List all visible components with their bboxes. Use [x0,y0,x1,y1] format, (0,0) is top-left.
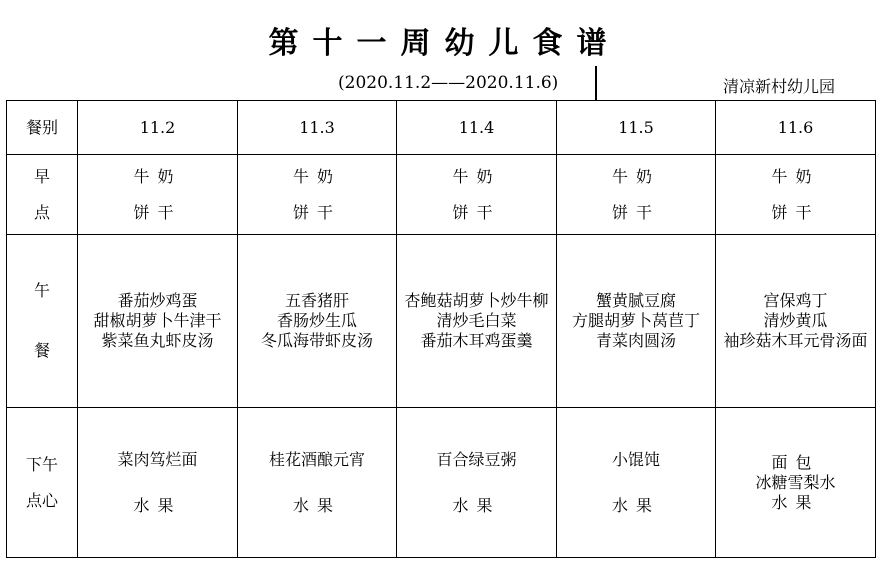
menu-item: 面包 [771,452,820,472]
menu-cell [557,408,716,558]
menu-item: 饼干 [771,202,820,222]
table-row [7,408,876,558]
menu-item: 方腿胡萝卜莴苣丁 [571,311,700,330]
menu-cell [397,235,557,408]
menu-item: 百合绿豆粥 [436,449,517,469]
menu-item: 冬瓜海带虾皮汤 [260,331,373,350]
row-label-line: 点心 [25,490,58,510]
menu-item: 水果 [611,495,660,515]
menu-item: 牛奶 [771,166,820,186]
menu-item: 水果 [771,492,820,512]
row-label-line: 午 [33,281,50,300]
menu-cell [716,235,876,408]
menu-item: 清炒毛白菜 [436,311,517,330]
menu-item: 水果 [133,495,182,515]
row-label-line: 点 [33,202,50,222]
menu-item: 青菜肉圆汤 [595,331,676,350]
menu-item: 牛奶 [611,166,660,186]
menu-cell [397,155,557,235]
menu-item: 甜椒胡萝卜牛津干 [93,311,222,330]
menu-cell [557,235,716,408]
day-header: 11.4 [397,101,557,155]
menu-item: 小馄饨 [611,449,660,469]
day-header: 11.2 [78,101,238,155]
menu-item: 饼干 [452,202,501,222]
menu-item: 桂花酒酿元宵 [268,449,365,469]
school-name: 清凉新村幼儿园 [723,77,836,96]
menu-cell [716,408,876,558]
menu-table [6,100,876,558]
menu-item: 饼干 [292,202,341,222]
day-header: 11.3 [238,101,397,155]
menu-item: 清炒黄瓜 [763,311,828,330]
row-label-line: 早 [33,166,50,186]
menu-item: 宫保鸡丁 [763,291,828,310]
date-range: (2020.11.2——2020.11.6) [338,73,559,93]
menu-cell [78,155,238,235]
menu-item: 牛奶 [292,166,341,186]
table-row [7,235,876,408]
menu-cell [78,408,238,558]
menu-item: 水果 [452,495,501,515]
menu-item: 杏鲍菇胡萝卜炒牛柳 [404,291,549,310]
category-header: 餐别 [7,101,78,155]
menu-cell [716,155,876,235]
menu-item: 五香猪肝 [284,291,349,310]
menu-cell [238,408,397,558]
menu-item: 冰糖雪梨水 [755,472,836,492]
table-header-row [7,101,876,155]
menu-item: 番茄木耳鸡蛋羹 [420,331,533,350]
table-row [7,155,876,235]
menu-item: 香肠炒生瓜 [276,311,357,330]
day-header: 11.6 [716,101,876,155]
row-label-line: 餐 [33,341,50,360]
menu-item: 紫菜鱼丸虾皮汤 [101,331,214,350]
page-title: 第十一周幼儿食谱 [268,26,621,61]
menu-cell [78,235,238,408]
day-header: 11.5 [557,101,716,155]
row-label-lunch [7,235,78,408]
menu-item: 饼干 [133,202,182,222]
menu-item: 牛奶 [452,166,501,186]
row-label-line: 下午 [25,454,58,474]
row-label-snack [7,408,78,558]
menu-cell [238,155,397,235]
menu-item: 牛奶 [133,166,182,186]
menu-item: 蟹黄腻豆腐 [595,291,676,310]
row-label-breakfast [7,155,78,235]
menu-cell [397,408,557,558]
menu-item: 袖珍菇木耳元骨汤面 [723,331,868,350]
menu-item: 番茄炒鸡蛋 [117,291,198,310]
menu-item: 水果 [292,495,341,515]
menu-cell [238,235,397,408]
divider [595,66,597,100]
menu-item: 菜肉笃烂面 [117,449,198,469]
menu-cell [557,155,716,235]
menu-item: 饼干 [611,202,660,222]
